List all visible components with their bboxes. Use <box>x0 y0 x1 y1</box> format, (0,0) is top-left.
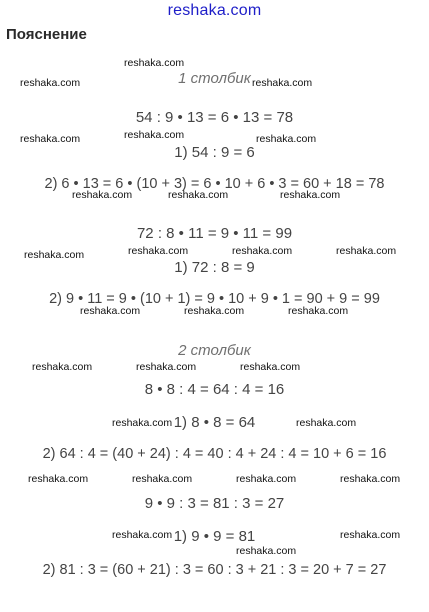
watermark: reshaka.com <box>232 245 293 257</box>
column-2-step-2-1: 1) 9 • 9 = 81 <box>173 528 256 545</box>
column-1-title: 1 столбик <box>178 70 251 87</box>
watermark: reshaka.com <box>112 417 173 429</box>
watermark: reshaka.com <box>72 189 133 201</box>
watermark: reshaka.com <box>128 245 189 257</box>
watermark: reshaka.com <box>124 57 185 69</box>
watermark: reshaka.com <box>184 305 245 317</box>
watermark: reshaka.com <box>20 133 81 145</box>
watermark: reshaka.com <box>32 361 93 373</box>
watermark: reshaka.com <box>252 77 313 89</box>
watermark: reshaka.com <box>288 305 349 317</box>
column-1-expression-1: 54 : 9 • 13 = 6 • 13 = 78 <box>135 109 294 126</box>
column-2-expression-1: 8 • 8 : 4 = 64 : 4 = 16 <box>144 381 285 398</box>
column-1-step-1-1: 1) 54 : 9 = 6 <box>174 144 255 161</box>
column-1-step-2-2: 2) 9 • 11 = 9 • (10 + 1) = 9 • 10 + 9 • 1 = 90 + 9 = 99 <box>49 291 380 307</box>
watermark: reshaka.com <box>168 189 229 201</box>
column-2-title: 2 столбик <box>178 342 251 359</box>
watermark: reshaka.com <box>280 189 341 201</box>
watermark: reshaka.com <box>340 529 401 541</box>
column-2-step-1-1: 1) 8 • 8 = 64 <box>173 414 256 431</box>
watermark: reshaka.com <box>24 249 85 261</box>
watermark: reshaka.com <box>136 361 197 373</box>
watermark: reshaka.com <box>336 245 397 257</box>
watermark: reshaka.com <box>236 473 297 485</box>
watermark: reshaka.com <box>240 361 301 373</box>
watermark: reshaka.com <box>256 133 317 145</box>
watermark: reshaka.com <box>132 473 193 485</box>
column-1-step-2-1: 1) 72 : 8 = 9 <box>174 259 255 276</box>
watermark: reshaka.com <box>20 77 81 89</box>
watermark: reshaka.com <box>112 529 173 541</box>
explanation-heading: Пояснение <box>6 26 87 43</box>
watermark: reshaka.com <box>124 129 185 141</box>
site-title: reshaka.com <box>167 2 262 19</box>
column-2-step-2-2: 2) 81 : 3 = (60 + 21) : 3 = 60 : 3 + 21 : 3 = 20 + 7 = 27 <box>42 562 387 578</box>
column-1-expression-2: 72 : 8 • 11 = 9 • 11 = 99 <box>136 225 293 242</box>
watermark: reshaka.com <box>340 473 401 485</box>
column-1-step-1-2: 2) 6 • 13 = 6 • (10 + 3) = 6 • 10 + 6 • 3 = 60 + 18 = 78 <box>44 176 385 192</box>
watermark: reshaka.com <box>80 305 141 317</box>
watermark: reshaka.com <box>296 417 357 429</box>
watermark: reshaka.com <box>236 545 297 557</box>
column-2-step-1-2: 2) 64 : 4 = (40 + 24) : 4 = 40 : 4 + 24 : 4 = 10 + 6 = 16 <box>42 446 387 462</box>
column-2-expression-2: 9 • 9 : 3 = 81 : 3 = 27 <box>144 495 285 512</box>
watermark: reshaka.com <box>28 473 89 485</box>
